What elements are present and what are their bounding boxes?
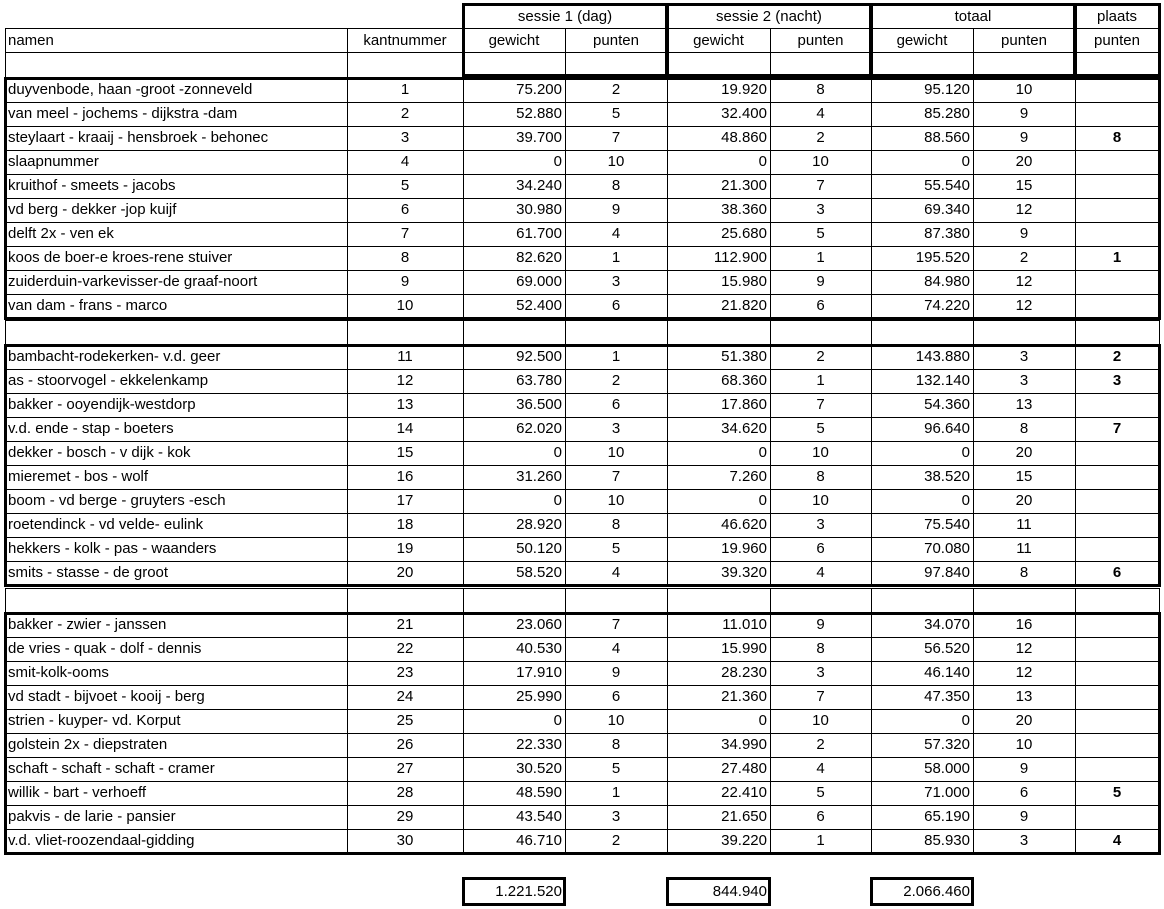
kantnummer: 12	[396, 372, 414, 389]
gewicht-1: 58.520	[516, 564, 562, 581]
team-name: v.d. vliet-roozendaal-gidding	[8, 832, 195, 849]
punten-2: 10	[812, 712, 829, 729]
punten-2: 7	[816, 396, 825, 413]
kantnummer: 1	[400, 81, 410, 98]
punten-2: 6	[816, 297, 825, 314]
grid-line	[347, 28, 348, 78]
gewicht-2: 39.220	[721, 832, 767, 849]
punten-2: 5	[816, 420, 825, 437]
gewicht-2: 21.360	[721, 688, 767, 705]
punten-2: 10	[812, 492, 829, 509]
grid-line	[770, 588, 771, 612]
gewicht-totaal: 38.520	[924, 468, 970, 485]
team-name: willik - bart - verhoeff	[8, 784, 147, 801]
kantnummer: 13	[396, 396, 414, 413]
gewicht-1: 40.530	[516, 640, 562, 657]
punten-1: 10	[607, 712, 625, 729]
header-totaal: totaal	[954, 8, 992, 25]
punten-1: 5	[611, 540, 621, 557]
grid-line	[1075, 588, 1076, 612]
gewicht-totaal: 96.640	[924, 420, 970, 437]
gewicht-2: 15.980	[721, 273, 767, 290]
kantnummer: 17	[396, 492, 414, 509]
gewicht-totaal: 85.930	[924, 832, 970, 849]
punten-2: 9	[816, 616, 825, 633]
gewicht-2: 19.960	[721, 540, 767, 557]
header-gewicht: gewicht	[693, 32, 744, 49]
plaats-punten: 6	[1112, 564, 1122, 581]
gewicht-totaal: 70.080	[924, 540, 970, 557]
kantnummer: 28	[396, 784, 414, 801]
grid-line	[5, 320, 6, 344]
grid-line	[667, 588, 668, 612]
plaats-punten: 3	[1112, 372, 1122, 389]
header-gewicht: gewicht	[488, 32, 540, 49]
gewicht-1: 46.710	[516, 832, 562, 849]
gewicht-2: 15.990	[721, 640, 767, 657]
punten-2: 1	[816, 249, 825, 266]
gewicht-1: 28.920	[516, 516, 562, 533]
gewicht-2: 34.620	[721, 420, 767, 437]
team-name: koos de boer-e kroes-rene stuiver	[8, 249, 233, 266]
team-name: bambacht-rodekerken- v.d. geer	[8, 348, 221, 365]
gewicht-totaal: 56.520	[924, 640, 970, 657]
kantnummer: 2	[400, 105, 410, 122]
team-name: vd berg - dekker -jop kuijf	[8, 201, 177, 218]
punten-2: 4	[816, 760, 825, 777]
punten-1: 2	[611, 372, 621, 389]
kantnummer: 30	[396, 832, 414, 849]
gewicht-1: 69.000	[516, 273, 562, 290]
gewicht-totaal: 65.190	[924, 808, 970, 825]
punten-1: 1	[611, 348, 621, 365]
punten-1: 7	[611, 129, 621, 146]
punten-1: 6	[611, 688, 621, 705]
gewicht-2: 21.300	[721, 177, 767, 194]
kantnummer: 22	[396, 640, 414, 657]
grid-line	[463, 588, 464, 612]
plaats-header-box	[1074, 3, 1161, 77]
punten-1: 4	[611, 225, 621, 242]
team-name: bakker - zwier - janssen	[8, 616, 167, 633]
plaats-punten: 2	[1112, 348, 1122, 365]
punten-totaal: 15	[1015, 468, 1033, 485]
punten-1: 5	[611, 105, 621, 122]
gewicht-1: 25.990	[516, 688, 562, 705]
grid-line	[565, 588, 566, 612]
gewicht-2: 25.680	[721, 225, 767, 242]
team-name: steylaart - kraaij - hensbroek - behonec	[8, 129, 269, 146]
gewicht-totaal: 69.340	[924, 201, 970, 218]
gewicht-1: 0	[553, 153, 562, 170]
punten-1: 10	[607, 492, 625, 509]
total-totaal: 2.066.460	[903, 883, 970, 900]
punten-1: 1	[611, 249, 621, 266]
punten-totaal: 10	[1015, 736, 1033, 753]
punten-1: 4	[611, 640, 621, 657]
kantnummer: 26	[396, 736, 414, 753]
grid-line	[1159, 320, 1160, 344]
kantnummer: 6	[400, 201, 410, 218]
gewicht-totaal: 88.560	[924, 129, 970, 146]
punten-1: 2	[611, 832, 621, 849]
punten-totaal: 9	[1019, 760, 1029, 777]
punten-2: 1	[816, 832, 825, 849]
punten-totaal: 12	[1015, 664, 1033, 681]
gewicht-totaal: 57.320	[924, 736, 970, 753]
gewicht-2: 51.380	[721, 348, 767, 365]
team-name: slaapnummer	[8, 153, 99, 170]
punten-1: 8	[611, 736, 621, 753]
punten-2: 5	[816, 225, 825, 242]
gewicht-2: 0	[758, 712, 767, 729]
gewicht-1: 34.240	[516, 177, 562, 194]
team-name: golstein 2x - diepstraten	[8, 736, 168, 753]
grid-line	[347, 320, 348, 344]
punten-2: 2	[816, 129, 825, 146]
punten-totaal: 20	[1015, 492, 1033, 509]
punten-totaal: 20	[1015, 444, 1033, 461]
punten-totaal: 12	[1015, 640, 1033, 657]
punten-totaal: 8	[1019, 420, 1029, 437]
punten-1: 7	[611, 616, 621, 633]
punten-1: 7	[611, 468, 621, 485]
group-1-box	[4, 77, 1161, 320]
punten-2: 10	[812, 153, 829, 170]
gewicht-1: 52.880	[516, 105, 562, 122]
gewicht-totaal: 97.840	[924, 564, 970, 581]
grid-line	[463, 320, 464, 344]
gewicht-2: 39.320	[721, 564, 767, 581]
grid-line	[5, 320, 1159, 321]
team-name: smit-kolk-ooms	[8, 664, 109, 681]
kantnummer: 16	[396, 468, 414, 485]
gewicht-1: 50.120	[516, 540, 562, 557]
punten-totaal: 9	[1019, 225, 1029, 242]
kantnummer: 14	[396, 420, 414, 437]
gewicht-2: 112.900	[713, 249, 767, 266]
grid-line	[565, 320, 566, 344]
team-name: vd stadt - bijvoet - kooij - berg	[8, 688, 205, 705]
punten-2: 8	[816, 640, 825, 657]
gewicht-2: 22.410	[721, 784, 767, 801]
kantnummer: 20	[396, 564, 414, 581]
kantnummer: 24	[396, 688, 414, 705]
kantnummer: 21	[396, 616, 414, 633]
punten-totaal: 13	[1015, 688, 1033, 705]
plaats-punten: 5	[1112, 784, 1122, 801]
kantnummer: 4	[400, 153, 410, 170]
group-3-box	[4, 612, 1161, 855]
punten-totaal: 20	[1015, 153, 1033, 170]
gewicht-totaal: 74.220	[924, 297, 970, 314]
header-kantnummer: kantnummer	[363, 32, 447, 49]
group-2-box	[4, 344, 1161, 587]
team-name: zuiderduin-varkevisser-de graaf-noort	[8, 273, 258, 290]
gewicht-1: 0	[553, 712, 562, 729]
team-name: bakker - ooyendijk-westdorp	[8, 396, 196, 413]
punten-totaal: 20	[1015, 712, 1033, 729]
punten-1: 1	[611, 784, 621, 801]
gewicht-2: 0	[758, 444, 767, 461]
kantnummer: 23	[396, 664, 414, 681]
grid-line	[973, 588, 974, 612]
gewicht-1: 30.520	[516, 760, 562, 777]
punten-2: 8	[816, 468, 825, 485]
punten-2: 3	[816, 201, 825, 218]
punten-1: 8	[611, 516, 621, 533]
header-sessie-1: sessie 1 (dag)	[517, 8, 613, 25]
grid-line	[871, 588, 872, 612]
grid-line	[871, 320, 872, 344]
punten-totaal: 13	[1015, 396, 1033, 413]
punten-totaal: 3	[1019, 832, 1029, 849]
header-punten: punten	[1001, 32, 1047, 49]
sessie-1-header-box	[462, 3, 668, 77]
gewicht-2: 32.400	[721, 105, 767, 122]
punten-1: 9	[611, 201, 621, 218]
gewicht-totaal: 54.360	[924, 396, 970, 413]
team-name: van dam - frans - marco	[8, 297, 168, 314]
punten-totaal: 9	[1019, 129, 1029, 146]
kantnummer: 29	[396, 808, 414, 825]
gewicht-2: 38.360	[721, 201, 767, 218]
grid-line	[973, 320, 974, 344]
gewicht-1: 36.500	[516, 396, 562, 413]
gewicht-totaal: 0	[961, 492, 970, 509]
header-punten: punten	[797, 32, 844, 49]
gewicht-1: 63.780	[516, 372, 562, 389]
punten-totaal: 3	[1019, 372, 1029, 389]
gewicht-1: 31.260	[516, 468, 562, 485]
punten-totaal: 9	[1019, 808, 1029, 825]
gewicht-totaal: 55.540	[924, 177, 970, 194]
grid-line	[1075, 320, 1076, 344]
grid-line	[5, 588, 1159, 589]
punten-totaal: 9	[1019, 105, 1029, 122]
punten-1: 8	[611, 177, 621, 194]
gewicht-1: 39.700	[516, 129, 562, 146]
team-name: de vries - quak - dolf - dennis	[8, 640, 202, 657]
gewicht-1: 48.590	[516, 784, 562, 801]
punten-totaal: 12	[1015, 201, 1033, 218]
header-plaats: plaats	[1096, 8, 1138, 25]
grid-line	[770, 320, 771, 344]
kantnummer: 8	[400, 249, 410, 266]
gewicht-totaal: 71.000	[924, 784, 970, 801]
punten-totaal: 8	[1019, 564, 1029, 581]
gewicht-2: 7.260	[729, 468, 767, 485]
gewicht-2: 0	[758, 492, 767, 509]
punten-totaal: 11	[1016, 540, 1032, 557]
team-name: van meel - jochems - dijkstra -dam	[8, 105, 238, 122]
header-gewicht: gewicht	[896, 32, 948, 49]
kantnummer: 15	[396, 444, 414, 461]
punten-1: 2	[611, 81, 621, 98]
team-name: schaft - schaft - schaft - cramer	[8, 760, 215, 777]
kantnummer: 25	[396, 712, 414, 729]
gewicht-totaal: 87.380	[924, 225, 970, 242]
kantnummer: 5	[400, 177, 410, 194]
gewicht-2: 46.620	[721, 516, 767, 533]
punten-totaal: 2	[1019, 249, 1029, 266]
punten-2: 6	[816, 808, 825, 825]
team-name: delft 2x - ven ek	[8, 225, 114, 242]
kantnummer: 9	[400, 273, 410, 290]
punten-totaal: 12	[1015, 273, 1033, 290]
kantnummer: 18	[396, 516, 414, 533]
team-name: v.d. ende - stap - boeters	[8, 420, 174, 437]
team-name: boom - vd berge - gruyters -esch	[8, 492, 226, 509]
kantnummer: 27	[396, 760, 414, 777]
punten-2: 7	[816, 177, 825, 194]
gewicht-1: 92.500	[516, 348, 562, 365]
punten-2: 9	[816, 273, 825, 290]
gewicht-totaal: 75.540	[924, 516, 970, 533]
punten-totaal: 15	[1015, 177, 1033, 194]
gewicht-totaal: 46.140	[924, 664, 970, 681]
gewicht-totaal: 132.140	[915, 372, 970, 389]
gewicht-1: 43.540	[516, 808, 562, 825]
punten-2: 1	[816, 372, 825, 389]
gewicht-totaal: 143.880	[915, 348, 970, 365]
punten-2: 2	[816, 736, 825, 753]
punten-2: 6	[816, 540, 825, 557]
gewicht-totaal: 0	[961, 712, 970, 729]
gewicht-1: 0	[553, 492, 562, 509]
punten-1: 9	[611, 664, 621, 681]
gewicht-1: 0	[553, 444, 562, 461]
grid-line	[1159, 588, 1160, 612]
team-name: smits - stasse - de groot	[8, 564, 169, 581]
header-namen: namen	[8, 32, 54, 49]
punten-totaal: 10	[1015, 81, 1033, 98]
punten-2: 2	[816, 348, 825, 365]
team-name: duyvenbode, haan -groot -zonneveld	[8, 81, 253, 98]
total-sessie1: 1.221.520	[495, 883, 562, 900]
punten-totaal: 11	[1016, 516, 1032, 533]
gewicht-totaal: 195.520	[915, 249, 970, 266]
gewicht-2: 68.360	[721, 372, 767, 389]
gewicht-1: 17.910	[516, 664, 562, 681]
gewicht-totaal: 95.120	[924, 81, 970, 98]
plaats-punten: 4	[1112, 832, 1122, 849]
punten-2: 7	[816, 688, 825, 705]
punten-totaal: 12	[1015, 297, 1033, 314]
gewicht-1: 23.060	[516, 616, 562, 633]
punten-2: 4	[816, 564, 825, 581]
punten-1: 10	[607, 153, 625, 170]
punten-totaal: 3	[1019, 348, 1029, 365]
grid-line	[5, 588, 6, 612]
plaats-punten: 1	[1112, 249, 1122, 266]
team-name: dekker - bosch - v dijk - kok	[8, 444, 191, 461]
team-name: hekkers - kolk - pas - waanders	[8, 540, 217, 557]
punten-2: 4	[816, 105, 825, 122]
plaats-punten: 7	[1112, 420, 1122, 437]
gewicht-totaal: 84.980	[924, 273, 970, 290]
gewicht-1: 61.700	[516, 225, 562, 242]
punten-1: 4	[611, 564, 621, 581]
gewicht-2: 34.990	[721, 736, 767, 753]
team-name: as - stoorvogel - ekkelenkamp	[8, 372, 209, 389]
gewicht-2: 27.480	[721, 760, 767, 777]
punten-2: 8	[816, 81, 825, 98]
punten-1: 6	[611, 297, 621, 314]
team-name: kruithof - smeets - jacobs	[8, 177, 176, 194]
gewicht-totaal: 58.000	[924, 760, 970, 777]
gewicht-2: 21.820	[721, 297, 767, 314]
team-name: mieremet - bos - wolf	[8, 468, 149, 485]
punten-1: 3	[611, 420, 621, 437]
punten-2: 3	[816, 516, 825, 533]
punten-1: 10	[607, 444, 625, 461]
header-punten: punten	[1094, 32, 1140, 49]
kantnummer: 11	[397, 348, 413, 365]
header-punten: punten	[593, 32, 639, 49]
grid-line	[347, 588, 348, 612]
kantnummer: 19	[396, 540, 414, 557]
grid-line	[667, 320, 668, 344]
gewicht-totaal: 85.280	[924, 105, 970, 122]
gewicht-totaal: 34.070	[924, 616, 970, 633]
team-name: strien - kuyper- vd. Korput	[8, 712, 181, 729]
gewicht-2: 28.230	[721, 664, 767, 681]
team-name: pakvis - de larie - pansier	[8, 808, 176, 825]
gewicht-2: 17.860	[721, 396, 767, 413]
totaal-header-box	[870, 3, 1076, 77]
gewicht-1: 62.020	[516, 420, 562, 437]
gewicht-totaal: 47.350	[924, 688, 970, 705]
gewicht-1: 75.200	[516, 81, 562, 98]
team-name: roetendinck - vd velde- eulink	[8, 516, 204, 533]
grid-line	[5, 28, 6, 78]
gewicht-totaal: 0	[961, 444, 970, 461]
plaats-punten: 8	[1112, 129, 1122, 146]
gewicht-2: 0	[758, 153, 767, 170]
punten-totaal: 16	[1015, 616, 1033, 633]
header-sessie-2: sessie 2 (nacht)	[716, 8, 822, 25]
gewicht-1: 22.330	[516, 736, 562, 753]
punten-1: 5	[611, 760, 621, 777]
gewicht-2: 48.860	[721, 129, 767, 146]
punten-totaal: 6	[1019, 784, 1029, 801]
punten-2: 5	[816, 784, 825, 801]
punten-1: 6	[611, 396, 621, 413]
sessie-2-header-box	[666, 3, 872, 77]
gewicht-2: 11.010	[722, 616, 767, 633]
punten-2: 10	[812, 444, 829, 461]
kantnummer: 10	[396, 297, 414, 314]
gewicht-2: 21.650	[721, 808, 767, 825]
gewicht-1: 52.400	[516, 297, 562, 314]
gewicht-1: 30.980	[516, 201, 562, 218]
kantnummer: 3	[400, 129, 410, 146]
punten-1: 3	[611, 273, 621, 290]
total-sessie2: 844.940	[712, 883, 767, 900]
gewicht-1: 82.620	[516, 249, 562, 266]
gewicht-totaal: 0	[961, 153, 970, 170]
gewicht-2: 19.920	[721, 81, 767, 98]
punten-2: 3	[816, 664, 825, 681]
kantnummer: 7	[400, 225, 410, 242]
punten-1: 3	[611, 808, 621, 825]
